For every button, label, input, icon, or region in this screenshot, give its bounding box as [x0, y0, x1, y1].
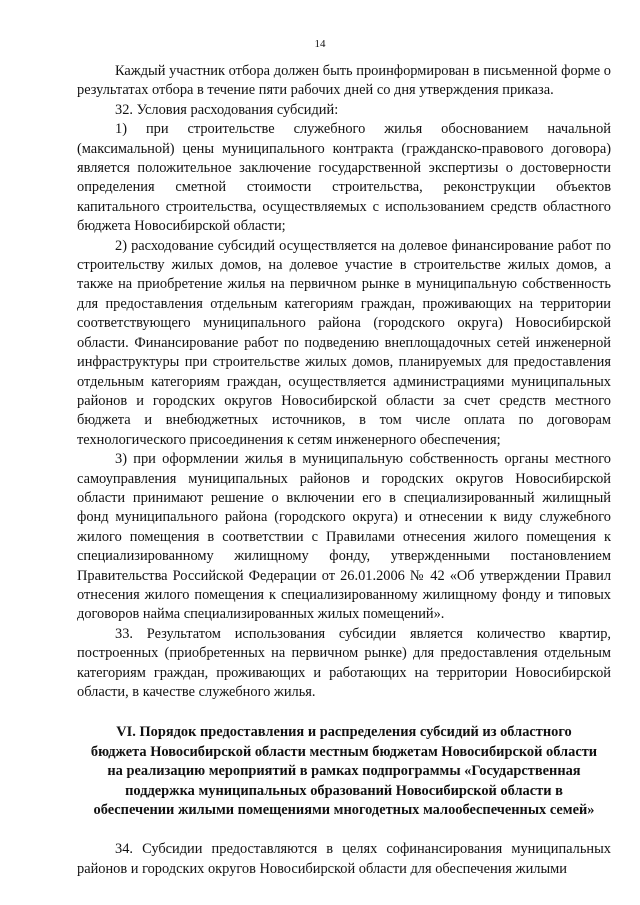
- section-heading-line: обеспечении жилыми помещениями многодетных малообеспеченных семей»: [93, 802, 595, 819]
- section-heading: [77, 723, 611, 820]
- paragraph-33: 33. Результатом использования субсидии является количество квартир, построенных (приобретенных на первичном рынке) для предоставления отдельным категориям граждан, проживающих и работающих на территории Новосибирской области, в качестве служебного жилья.: [77, 625, 611, 700]
- section-heading-line: VI. Порядок предоставления и распределения субсидий из областного: [116, 724, 572, 741]
- section-heading-line: на реализацию мероприятий в рамках подпрограммы «Государственная: [107, 763, 581, 780]
- paragraph-notification: Каждый участник отбора должен быть проинформирован в письменной форме о результатах отбора в течение пяти рабочих дней со дня утверждения приказа.: [77, 63, 611, 99]
- paragraph-32-item-1: 1) при строительстве служебного жилья обоснованием начальной (максимальной) цены муниципального контракта (гражданско-правового договора) является положительное заключение государственной экспертизы о достоверности определения сметной стоимости строительства, реконструкции объектов капитального строительства, осуществляемых с использованием средств областного бюджета Новосибирской области;: [77, 121, 611, 235]
- document-body: [77, 62, 611, 879]
- section-heading-line: бюджета Новосибирской области местным бюджетам Новосибирской области: [90, 743, 598, 760]
- section-heading-line: поддержка муниципальных образований Новосибирской области в: [125, 782, 563, 799]
- paragraph-32-title: 32. Условия расходования субсидий:: [115, 101, 339, 118]
- paragraph-32-item-2: 2) расходование субсидий осуществляется на долевое финансирование работ по строительству жилых домов, на долевое участие в строительстве жилых домов, а также на приобретение жилья на первичном рынке в муниципальную собственность для предоставления отдельным категориям граждан, проживающих на территории соответствующего муниципального района (городского округа) Новосибирской области. Финансирование работ по подведению внеплощадочных сетей инженерной инфраструктуры при строительстве жилых домов, планируемых для предоставления отдельным категориям граждан, осуществляется администрациями муниципальных районов и городских округов Новосибирской области за счет средств местного бюджета и внебюджетных источников, в том числе оплата по договорам технологического присоединения к сетям инженерного обеспечения;: [77, 237, 611, 448]
- paragraph-32-item-3: 3) при оформлении жилья в муниципальную собственность органы местного самоуправления муниципальных районов и городских округов Новосибирской области принимают решение о включении его в специализированный жилищный фонд муниципального района (городского округа) и отнесении к виду служебного жилого помещения в соответствии с Правилами отнесения жилого помещения к специализированному жилищному фонду, утвержденными постановлением Правительства Российской Федерации от 26.01.2006 № 42 «Об утверждении Правил отнесения жилого помещения к специализированному жилищному фонду и типовых договоров найма специализированных жилых помещений».: [77, 451, 611, 623]
- page-number: 14: [314, 38, 326, 50]
- paragraph-34: 34. Субсидии предоставляются в целях софинансирования муниципальных районов и городских округов Новосибирской области для обеспечения жилыми: [77, 841, 611, 877]
